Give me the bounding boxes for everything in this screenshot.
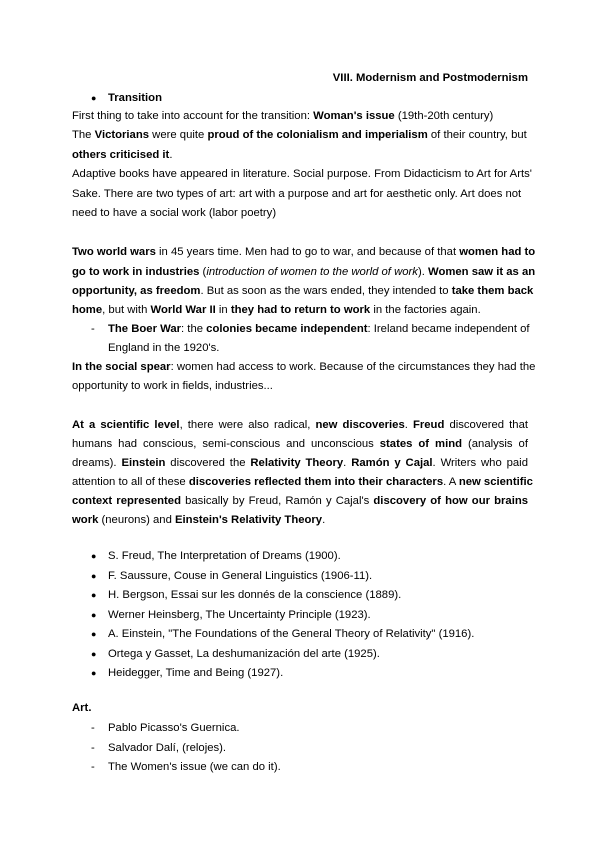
text-line: opportunity to work in fields, industries... (72, 380, 273, 392)
art-item: The Women's issue (we can do it). (108, 761, 281, 773)
page-title: VIII. Modernism and Postmodernism (332, 72, 528, 84)
text-line: context represented basically by Freud, Ramón y Cajal's discovery of how our brains (72, 495, 529, 507)
text-line: Sake. There are two types of art: art with a purpose and art for aesthetic only. Art does not (72, 188, 522, 200)
list-item: The Boer War: the colonies became independent: Ireland became independent of (108, 323, 530, 335)
text-line: home, but with World War II in they had to return to work in the factories again. (72, 304, 481, 316)
text-line: need to have a social work (labor poetry) (72, 207, 277, 219)
bullet-icon: ● (91, 571, 97, 581)
reference-item: F. Saussure, Couse in General Linguistics (1906-11). (108, 570, 373, 582)
dash-marker: - (91, 722, 95, 734)
reference-item: Ortega y Gasset, La deshumanización del arte (1925). (108, 648, 380, 660)
text-line: humans had conscious, semi-conscious and unconscious states of mind (analysis of (72, 438, 528, 450)
text-line: dreams). Einstein discovered the Relativity Theory. Ramón y Cajal. Writers who paid (72, 457, 528, 469)
transition-heading: Transition (108, 92, 162, 104)
list-item-continuation: England in the 1920's. (108, 342, 220, 354)
text-line: go to work in industries (introduction of women to the world of work). Women saw it as an (72, 266, 536, 278)
art-item: Salvador Dalí, (relojes). (108, 742, 227, 754)
text-line: First thing to take into account for the transition: Woman's issue (19th-20th century) (72, 110, 494, 122)
art-heading: Art. (72, 702, 92, 714)
text-line: In the social spear: women had access to work. Because of the circumstances they had the (72, 361, 536, 373)
text-line: opportunity, as freedom. But as soon as the wars ended, they intended to take them back (72, 285, 534, 297)
art-item: Pablo Picasso's Guernica. (108, 722, 240, 734)
bullet-icon: ● (91, 93, 97, 103)
bullet-icon: ● (91, 551, 97, 561)
text-line: work (neurons) and Einstein's Relativity Theory. (72, 514, 326, 526)
dash-marker: - (91, 323, 95, 335)
text-line: attention to all of these discoveries reflected them into their characters. A new scientific (72, 476, 533, 488)
bullet-icon: ● (91, 668, 97, 678)
text-line: Two world wars in 45 years time. Men had to go to war, and because of that women had to (72, 246, 536, 258)
bullet-icon: ● (91, 649, 97, 659)
bullet-icon: ● (91, 610, 97, 620)
text-line: The Victorians were quite proud of the colonialism and imperialism of their country, but (72, 129, 527, 141)
text-line: At a scientific level, there were also radical, new discoveries. Freud discovered that (72, 419, 529, 431)
reference-item: S. Freud, The Interpretation of Dreams (1900). (108, 550, 341, 562)
bullet-icon: ● (91, 590, 97, 600)
dash-marker: - (91, 761, 95, 773)
text-line: others criticised it. (72, 149, 173, 161)
dash-marker: - (91, 742, 95, 754)
reference-item: Werner Heinsberg, The Uncertainty Principle (1923). (108, 609, 371, 621)
bullet-icon: ● (91, 629, 97, 639)
reference-item: A. Einstein, "The Foundations of the General Theory of Relativity" (1916). (108, 628, 475, 640)
reference-item: H. Bergson, Essai sur les donnés de la conscience (1889). (108, 589, 402, 601)
text-line: Adaptive books have appeared in literature. Social purpose. From Didacticism to Art for Arts' (72, 168, 532, 180)
reference-item: Heidegger, Time and Being (1927). (108, 667, 284, 679)
